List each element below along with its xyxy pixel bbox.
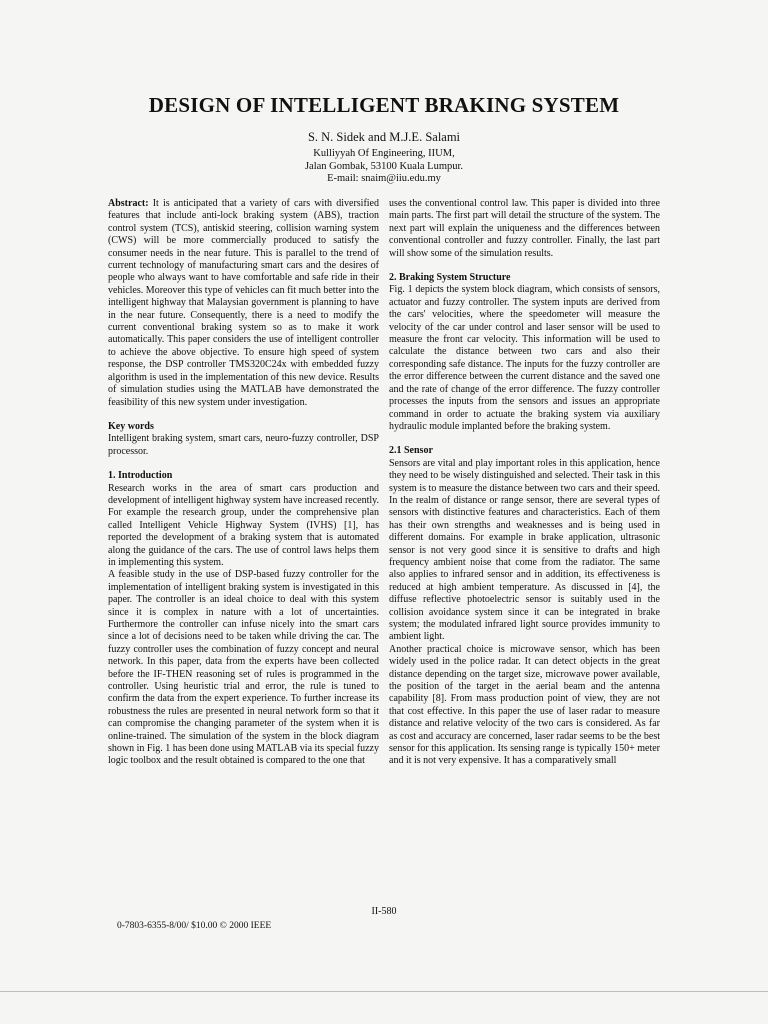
abstract-text: It is anticipated that a variety of cars with diversified features that include anti-lock braking system (ABS), traction control system (TCS), antiskid steering, collision warning system (CWS) will be more commercially produced to satisfy the consumer needs in the near future. This is parallel to the trend of current technology of manufacturing smart cars and the desires of people who always want to have comfortable and safe ride in their vehicles. Moreover this type of vehicles can fit much better into the intelligent highway that Malaysian government is planning to have in the near future. Consequently, there is a need to modify the current conventional braking system so as to make it work automatically. This paper considers the use of intelligent controller to achieve the above objective. To ensure high speed of system response, the DSP controller TMS320C24x with embedded fuzzy algorithm is used in the implementation of this new device. Results of simulation studies using the MATLAB have demonstrated the feasibility of this new system under investigation. xyxy=(108,198,379,408)
introduction-paragraph-2: A feasible study in the use of DSP-based fuzzy controller for the implementation of intelligent braking system is investigated in this paper. The controller is an ideal choice to deal with this system since it is complex in nature with a lot of uncertainties. Furthermore the controller can infuse nicely into the smart cars since a lot of decisions need to be taken while driving the car. The fuzzy controller uses the combination of fuzzy concept and neural network. In this paper, data from the experts have been collected before the IF-THEN reasoning set of rules is programmed in the controller. Using heuristic trial and error, the rule is tuned to confirm the data from the expert experience. To further increase its robustness the rules are presented in neural network form so that it can compromise the changing parameter of the system when it is online-trained. The simulation of the system in the block diagram shown in Fig. 1 has been done using MATLAB via its special fuzzy logic toolbox and the result obtained is compared to the one that xyxy=(108,569,379,767)
keywords-text: Intelligent braking system, smart cars, neuro-fuzzy controller, DSP processor. xyxy=(108,433,379,457)
keywords-heading: Key words xyxy=(108,420,154,432)
section-2-1-heading: 2.1 Sensor xyxy=(389,445,433,457)
introduction-paragraph-1: Research works in the area of smart cars production and development of intelligent highway system have increased recently. For example the research group, under the comprehensive plan called Intelligent Vehicle Highway System (IVHS) [1], has reported the development of a braking system that is automated along the guidance of the cars. The use of control laws helps them in implementing this system. xyxy=(108,482,379,568)
section-2-1-paragraph-2: Another practical choice is microwave sensor, which has been widely used in the police radar. It can detect objects in the great distance depending on the target size, microwave power available, the position of the target in the aerial beam and the antenna capability [8]. From mass production point of view, they are not that cost effective. In this paper the use of laser radar to measure distance and relative velocity of the two cars is considered. As far as cost and accuracy are concerned, laser radar seems to be the best sensor for this application. Its sensing range is typically 150+ meter and it is not very expensive. It has a comparatively small xyxy=(389,643,660,767)
introduction-continued: uses the conventional control law. This paper is divided into three main parts. The first part will detail the structure of the system. The next part will explain the uniqueness and the differences between conventional controller and fuzzy controller. Finally, the last part will show some of the simulation results. xyxy=(389,198,660,259)
right-column xyxy=(389,198,660,768)
abstract xyxy=(108,198,379,409)
abstract-label: Abstract: xyxy=(108,198,149,209)
section-2-1-paragraph-1: Sensors are vital and play important roles in this application, hence they need to be wisely distinguished and selected. Their task in this system is to measure the distance between two cars and their speed. In the realm of distance or range sensor, there are several types of sensors with distinctive features and characteristics. Each of them has their own strengths and weaknesses and is being used in different domains. For example in brake application, ultrasonic sensor is not very good since it is sensitive to drafts and high frequency ambient noise that come from the radiator. The same also applies to infrared sensor and in addition, its effectiveness is reduced at high ambient temperature. As discussed in [4], the diffuse reflective photoelectric sensor is suitably used in the collision avoidance system since it can be integrated in brake system; the modulated infrared light source provides immunity to ambient light. xyxy=(389,457,660,643)
affiliation xyxy=(0,148,768,186)
section-2-paragraph: Fig. 1 depicts the system block diagram, which consists of sensors, actuator and fuzzy controller. The system inputs are derived from the cars' velocities, where the speedometer will measure the velocity of the car under control and laser sensor will be used to measure the front car velocity. This information will be used to calculate the distance between two cars and also their corresponding safe distance. The inputs for the fuzzy controller are the error difference between the current distance and the saved one and the rate of change of the error difference. The fuzzy controller processes the inputs from the sensors and issues an appropriate command in order to actuate the braking system via auxiliary hydraulic module implanted before the braking system. xyxy=(389,284,660,432)
paper-title: DESIGN OF INTELLIGENT BRAKING SYSTEM xyxy=(148,93,620,117)
page-edge-divider xyxy=(0,991,768,992)
section-2-heading: 2. Braking System Structure xyxy=(389,272,511,284)
left-column xyxy=(108,198,379,768)
copyright-code: 0-7803-6355-8/00/ $10.00 © 2000 IEEE xyxy=(117,921,272,931)
page-number: II-580 xyxy=(371,906,397,917)
introduction-heading: 1. Introduction xyxy=(108,470,173,482)
authors: S. N. Sidek and M.J.E. Salami xyxy=(307,130,461,144)
affiliation-email: E-mail: snaim@iiu.edu.my xyxy=(327,173,441,184)
affiliation-line-2: Jalan Gombak, 53100 Kuala Lumpur. xyxy=(304,160,464,172)
affiliation-line-1: Kulliyyah Of Engineering, IIUM, xyxy=(313,148,455,159)
